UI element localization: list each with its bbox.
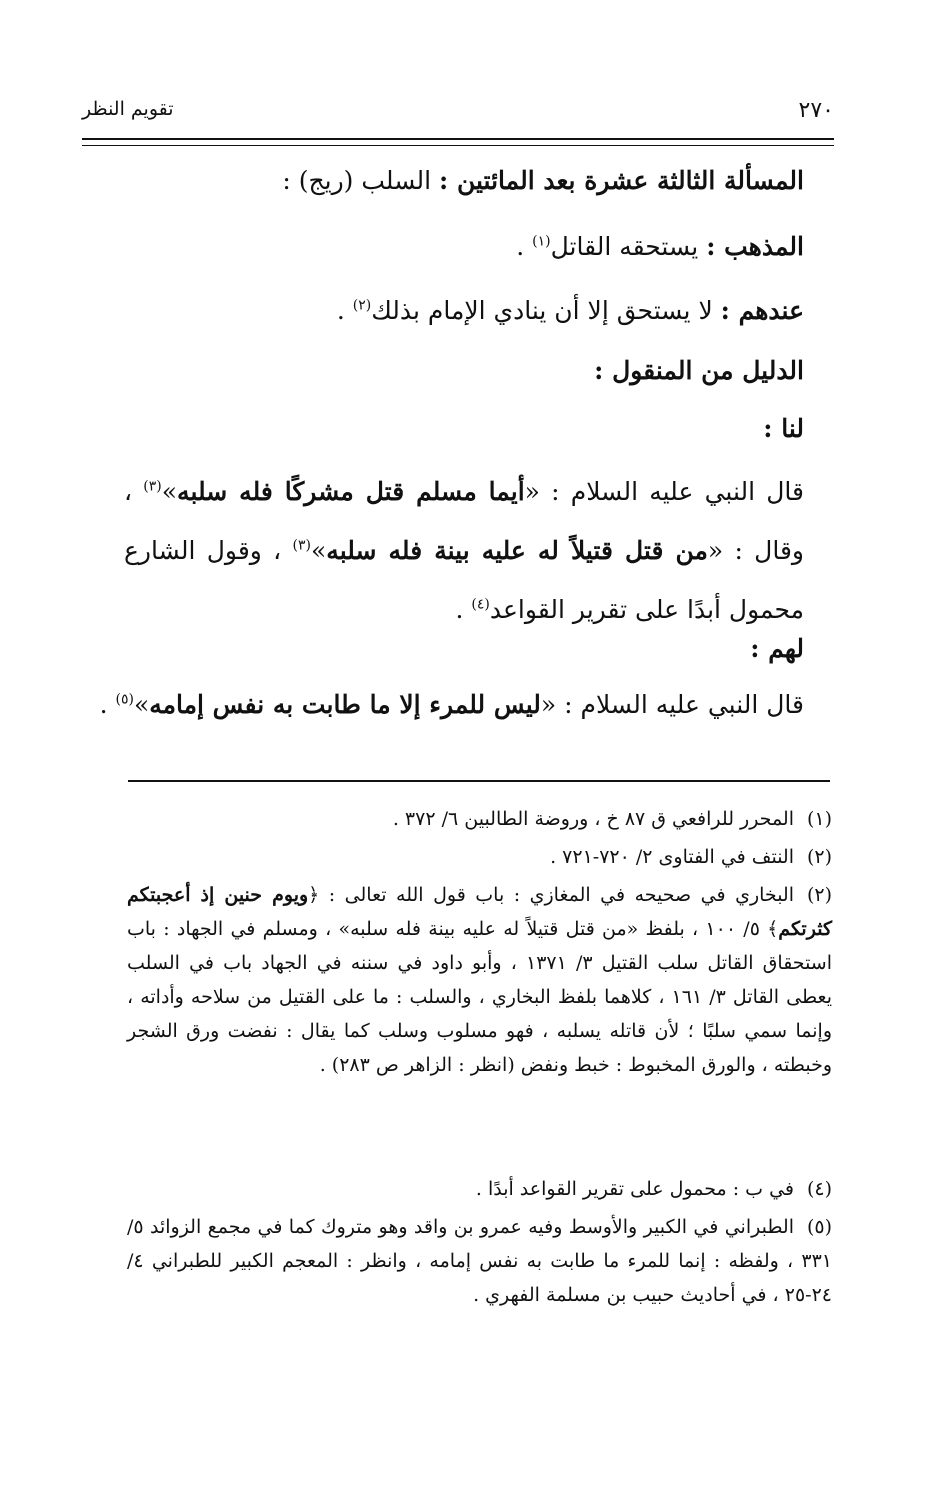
lahum-line: قال النبي عليه السلام : «ليس للمرء إلا ما طابت به نفس إمامه»$^{(٥)}$ . <box>99 690 804 719</box>
header-rule-thin <box>82 145 834 146</box>
lana-paragraph: قال النبي عليه السلام : «أيما مسلم قتل مشركًا فله سلبه»$^{(٣)}$ ، وقال : «من قتل قتيلاً له عليه بينة فله سلبه»$^{(٣)}$ ، وقول الشارع محمول أبدًا على تقرير القواعد$^{(٤)}$ . <box>124 477 805 624</box>
footnote-ref-3b: (٣) <box>292 537 311 554</box>
footnote-5 <box>127 1210 832 1312</box>
footnote-1 <box>127 802 832 836</box>
p1-rest: ، وقول الشارع محمول أبدًا على تقرير القواعد <box>124 536 804 624</box>
indahum-line <box>337 296 804 325</box>
footnote-number: (٤) <box>806 1178 832 1200</box>
p1-intro: قال النبي عليه السلام : « <box>524 477 805 506</box>
issue-label: المسألة الثالثة عشرة بعد المائتين : <box>439 166 804 195</box>
footnote-ref-2: (٢) <box>352 297 372 314</box>
p1-mid: ، وقال : « <box>124 477 804 565</box>
footnote-number: (١) <box>806 808 832 830</box>
footnote-3 <box>127 878 832 1082</box>
footnote-text: الطبراني في الكبير والأوسط وفيه عمرو بن واقد وهو متروك كما في مجمع الزوائد ٥/ ٣٣١ ، ولفظه : إنما للمرء ما طابت به نفس إمامه ، وانظر : المعجم الكبير للطبراني ٤/ ٢٤-٢٥ ، في أحاديث حبيب بن مسلمة الفهري . <box>127 1216 832 1306</box>
footnote-ref-3a: (٣) <box>143 478 162 495</box>
lahum-heading: لهم : <box>750 634 804 663</box>
madhhab-dot: . <box>516 232 533 261</box>
indahum-label: عندهم : <box>720 296 804 325</box>
footnote-text: النتف في الفتاوى ٢/ ٧٢٠-٧٢١ . <box>550 846 794 868</box>
footnote-ref-4: (٤) <box>471 596 490 613</box>
quran-verse: ويوم حنين إذ أعجبتكم كثرتكم <box>127 884 832 940</box>
running-title: تقويم النظر <box>82 98 174 120</box>
running-header <box>82 98 834 132</box>
footnote-number: (٥) <box>806 1216 832 1238</box>
footnote-ref-1: (١) <box>532 233 551 250</box>
header-rule-thick <box>82 138 834 140</box>
indahum-dot: . <box>336 296 353 325</box>
footnote-number: (٢) <box>806 846 832 868</box>
madhhab-text: يستحقه القاتل <box>550 232 707 261</box>
footnote-text: البخاري في صحيحه في المغازي : باب قول الله تعالى : ﴿ <box>308 884 794 906</box>
footnote-text: المحرر للرافعي ق ٨٧ خ ، وروضة الطالبين ٦/ ٣٧٢ . <box>392 808 794 830</box>
footnote-4 <box>127 1172 832 1206</box>
hadith-2: من قتل قتيلاً له عليه بينة فله سلبه <box>326 536 708 565</box>
hadith-3: ليس للمرء إلا ما طابت به نفس إمامه <box>149 690 541 719</box>
lana-heading: لنا : <box>763 414 804 443</box>
madhhab-line <box>516 232 804 261</box>
footnote-text: في ب : محمول على تقرير القواعد أبدًا . <box>475 1178 794 1200</box>
page-number: ٢٧٠ <box>798 98 834 123</box>
madhhab-label: المذهب : <box>706 232 804 261</box>
issue-line <box>282 166 804 195</box>
issue-text: السلب (ريج) : <box>282 166 440 195</box>
p2-intro: قال النبي عليه السلام : « <box>540 690 804 719</box>
footnote-number: (٢) <box>806 884 832 906</box>
footnote-text: ﴾ ٥/ ١٠٠ ، بلفظ «من قتل قتيلاً له عليه بينة فله سلبه» ، ومسلم في الجهاد : باب استحقاق القاتل سلب القتيل ٣/ ١٣٧١ ، وأبو داود في سننه في الجهاد باب في السلب يعطى القاتل ٣/ ١٦١ ، كلاهما بلفظ البخاري ، والسلب : ما على القتيل من سلاحه وأداته ، وإنما سمي سلبًا ؛ لأن قاتله يسلبه ، فهو مسلوب وسلب كما يقال : نفضت ورق الشجر وخبطته ، والورق المخبوط : خبط ونفض (انظر : الزاهر ص ٢٨٣) . <box>127 918 833 1076</box>
indahum-text: لا يستحق إلا أن ينادي الإمام بذلك <box>371 296 721 325</box>
hadith-1: أيما مسلم قتل مشركًا فله سلبه <box>177 477 525 506</box>
footnote-separator <box>128 780 830 782</box>
evidence-heading: الدليل من المنقول : <box>594 356 804 385</box>
footnote-ref-5: (٥) <box>115 691 134 708</box>
footnote-2 <box>127 840 832 874</box>
